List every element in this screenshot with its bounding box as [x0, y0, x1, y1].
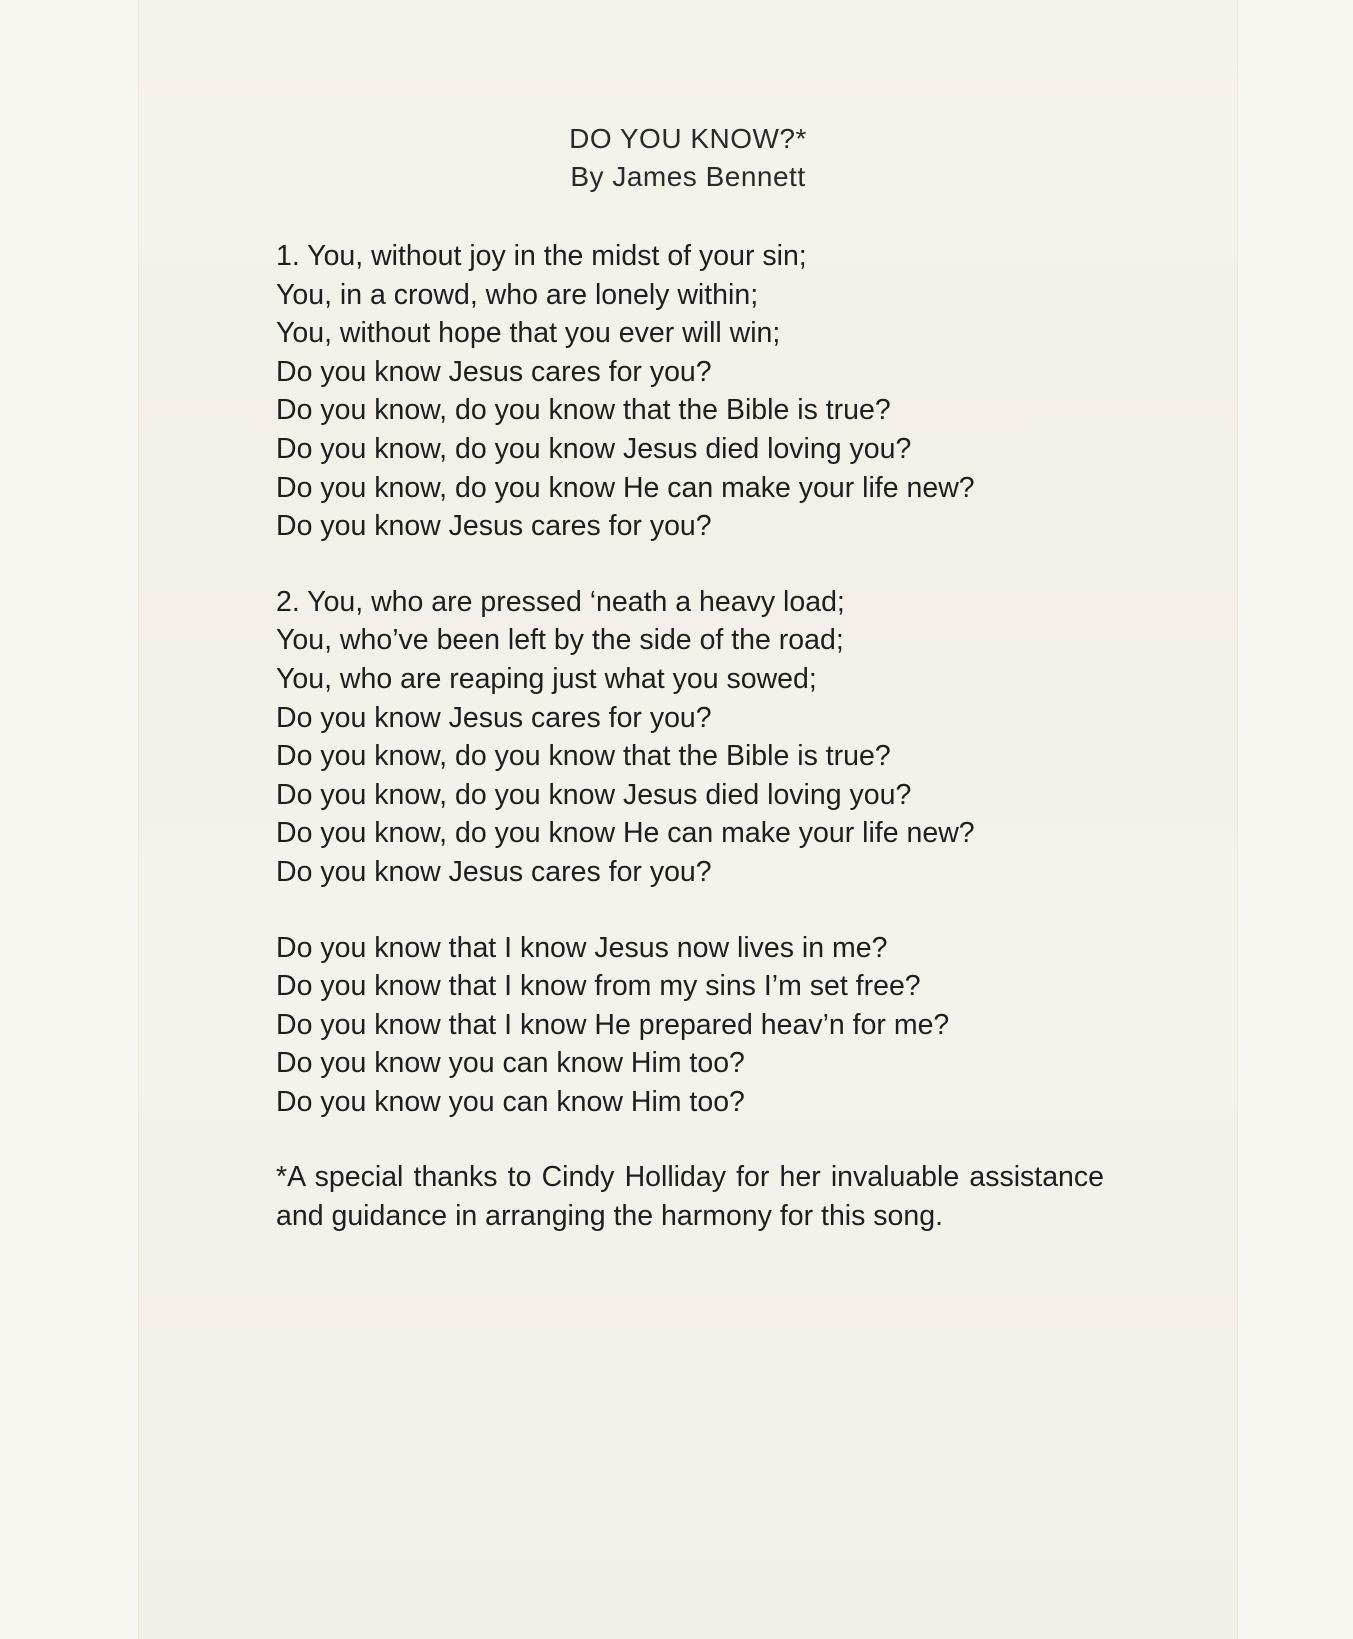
lyric-line: Do you know Jesus cares for you? [276, 855, 712, 888]
song-author: By James Bennett [570, 161, 806, 192]
right-margin [1238, 0, 1353, 1639]
song-header [138, 120, 1238, 196]
lyric-line: Do you know, do you know that the Bible is true? [276, 740, 891, 773]
footnote: *A special thanks to Cindy Holliday for her invaluable assistance and guidance in arranging the harmony for this song. [276, 1161, 1104, 1232]
lyric-line: You, who are reaping just what you sowed; [276, 662, 817, 695]
lyric-line: Do you know you can know Him too? [276, 1085, 745, 1118]
lyric-line: 1. You, without joy in the midst of your sin; [276, 240, 807, 272]
paper-sheet [138, 0, 1238, 1639]
lyric-line: 2. You, who are pressed ‘neath a heavy load; [276, 585, 845, 618]
verse-1 [276, 237, 1106, 546]
lyrics-body [276, 237, 1106, 1158]
lyric-line: Do you know that I know He prepared heav’n for me? [276, 1008, 950, 1041]
lyric-line: You, without hope that you ever will win; [276, 317, 781, 350]
lyric-line: Do you know that I know from my sins I’m set free? [276, 970, 921, 1003]
lyric-line: Do you know Jesus cares for you? [276, 701, 712, 734]
lyric-line: You, who’ve been left by the side of the road; [276, 624, 844, 657]
lyric-line: Do you know Jesus cares for you? [276, 510, 712, 543]
lyric-line: Do you know, do you know Jesus died loving you? [276, 432, 912, 465]
lyric-line: You, in a crowd, who are lonely within; [276, 278, 759, 311]
lyric-line: Do you know, do you know He can make your life new? [276, 817, 975, 850]
left-margin [0, 0, 138, 1639]
lyric-line: Do you know, do you know that the Bible is true? [276, 394, 891, 427]
closing-stanza [276, 929, 1106, 1122]
lyric-line: Do you know, do you know Jesus died loving you? [276, 778, 912, 811]
lyric-line: Do you know, do you know He can make your life new? [276, 471, 975, 504]
lyric-line: Do you know that I know Jesus now lives in me? [276, 931, 888, 964]
lyric-line: Do you know you can know Him too? [276, 1047, 745, 1080]
verse-2 [276, 583, 1106, 892]
song-title: DO YOU KNOW?* [569, 123, 807, 154]
lyric-line: Do you know Jesus cares for you? [276, 355, 712, 388]
